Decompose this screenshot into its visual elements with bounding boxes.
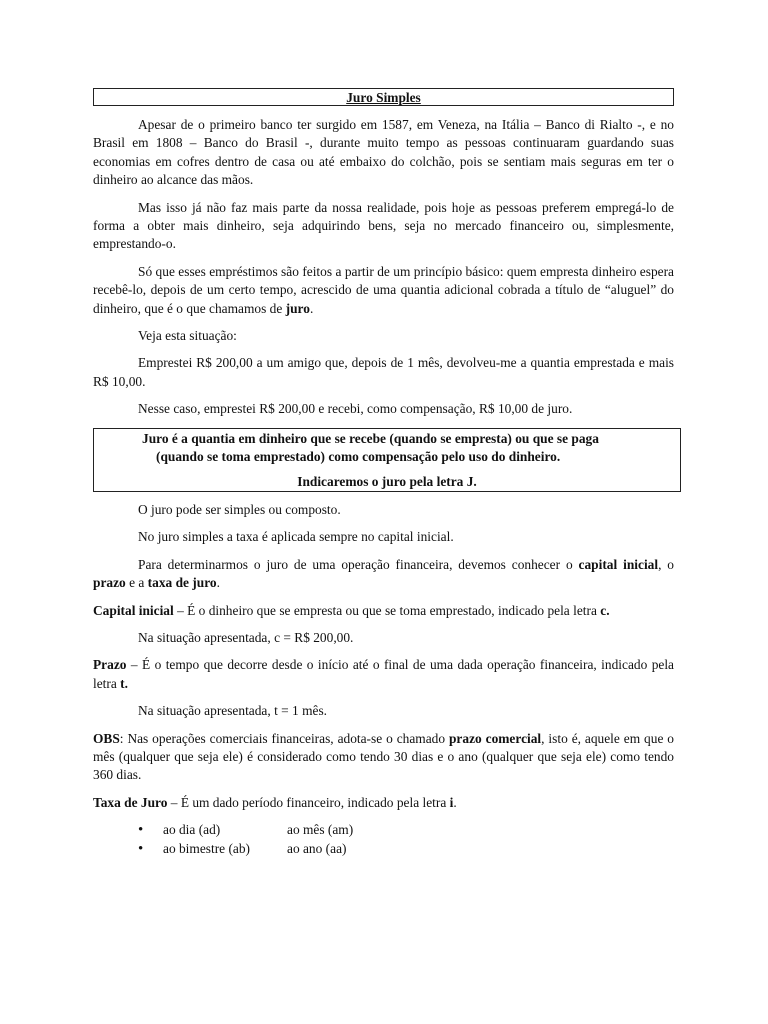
paragraph-history: Apesar de o primeiro banco ter surgido em 1587, em Veneza, na Itália – Banco di Rialto -, e no Brasil em 1808 – Banco do Brasil -, durante muito tempo as pessoas continuaram guardando suas economias em cofres dentro de casa ou até embaixo do colchão, pois se sentiam mais seguras em ter o dinheiro ao alcance das mãos. <box>93 117 674 188</box>
paragraph-situation-intro: Veja esta situação: <box>138 328 237 344</box>
paragraph-prazo: Prazo – É o tempo que decorre desde o início até o final de uma dada operação financeira, indicado pela letra t. <box>93 657 674 691</box>
paragraph-juro-types: O juro pode ser simples ou composto. <box>138 501 341 517</box>
rate-periods-list <box>93 821 674 858</box>
paragraph-prazo-example: Na situação apresentada, t = 1 mês. <box>138 703 327 719</box>
definition-line-2: (quando se toma emprestado) como compensação pelo uso do dinheiro. <box>156 449 561 465</box>
paragraph-obs: OBS: Nas operações comerciais financeiras, adota-se o chamado prazo comercial, isto é, aquele em que o mês (qualquer que seja ele) é considerado como tendo 30 dias e o ano (qualquer que seja ele) como tendo 360 dias. <box>93 730 675 783</box>
paragraph-determine: Para determinarmos o juro de uma operação financeira, devemos conhecer o capital inicial, o prazo e a taxa de juro. <box>93 556 674 591</box>
document-title: Juro Simples <box>93 88 674 106</box>
paragraph-principle: Só que esses empréstimos são feitos a partir de um princípio básico: quem empresta dinheiro espera recebê-lo, depois de um certo tempo, acrescido de uma quantia adicional cobrada a título de “aluguel” do dinheiro, que é o que chamamos de juro. <box>93 263 674 316</box>
term-juro: juro <box>285 300 310 316</box>
paragraph-simple-rate: No juro simples a taxa é aplicada sempre no capital inicial. <box>138 529 454 545</box>
document-content <box>93 88 674 858</box>
paragraph-example: Emprestei R$ 200,00 a um amigo que, depois de 1 mês, devolveu-me a quantia emprestada e mais R$ 10,00. <box>93 355 674 389</box>
paragraph-capital-inicial: Capital inicial – É o dinheiro que se empresta ou que se toma emprestado, indicado pela letra c. <box>93 602 610 618</box>
paragraph-reality: Mas isso já não faz mais parte da nossa realidade, pois hoje as pessoas preferem empregá-lo de forma a obter mais dinheiro, seja adquirindo bens, seja no mercado financeiro ou, simplesmente, emprestando-o. <box>93 199 674 252</box>
definition-line-1: Juro é a quantia em dinheiro que se recebe (quando se empresta) ou que se paga <box>142 430 599 446</box>
paragraph-example-result: Nesse caso, emprestei R$ 200,00 e recebi, como compensação, R$ 10,00 de juro. <box>138 401 573 417</box>
paragraph-capital-example: Na situação apresentada, c = R$ 200,00. <box>138 629 354 645</box>
list-item: • ao dia (ad) ao mês (am) <box>138 821 674 839</box>
list-item: • ao bimestre (ab) ao ano (aa) <box>138 840 674 858</box>
definition-line-3: Indicaremos o juro pela letra J. <box>297 473 477 489</box>
paragraph-taxa-juro: Taxa de Juro – É um dado período financeiro, indicado pela letra i. <box>93 794 457 810</box>
definition-box <box>93 428 681 492</box>
